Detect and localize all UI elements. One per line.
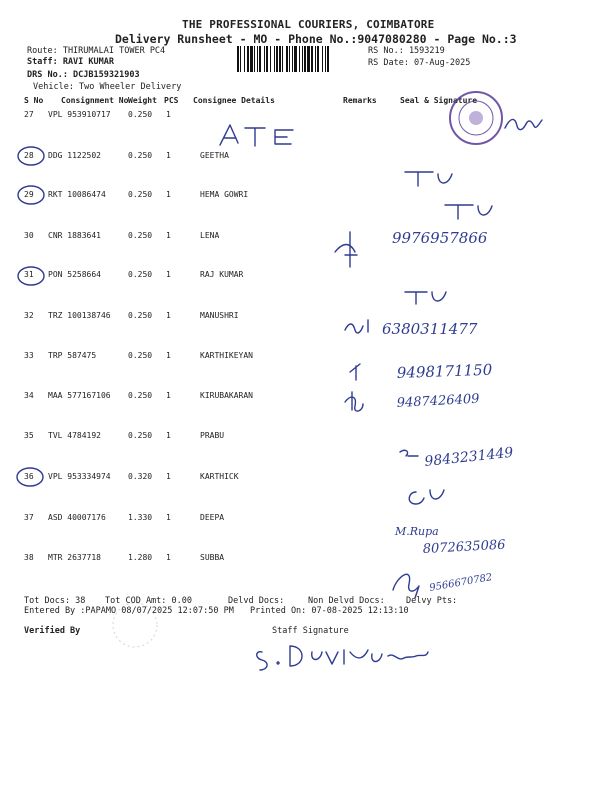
row-consignment: TRP 587475 (48, 351, 97, 360)
remarks-signature (345, 392, 363, 411)
row-consignee: MANUSHRI (200, 311, 239, 320)
row-pcs: 1 (166, 110, 171, 119)
handwritten-phone: 9498171150 (396, 360, 493, 382)
row-consignment: VPL 953910717 (48, 110, 111, 119)
initials-mark (405, 292, 446, 304)
initials-mark (409, 490, 444, 504)
col-weight: Weight (128, 96, 157, 105)
vehicle-label: Vehicle: Two Wheeler Delivery (33, 82, 182, 92)
delivery-points: Delvy Pts: (406, 596, 458, 606)
row-consignment: PON 5258664 (48, 270, 101, 279)
row-sno: 35 (24, 431, 34, 440)
row-pcs: 1 (166, 513, 171, 522)
row-consignment: ASD 40007176 (48, 513, 106, 522)
row-consignment: TVL 4784192 (48, 431, 101, 440)
row-weight: 0.320 (128, 472, 153, 481)
initials-mark (445, 205, 492, 219)
verified-by-label: Verified By (24, 626, 81, 636)
circle-mark (18, 267, 44, 285)
printed-on: Printed On: 07-08-2025 12:13:10 (250, 606, 409, 616)
remarks-signature (345, 320, 368, 333)
drs-number: DRS No.: DCJB159321903 (27, 70, 140, 80)
row-consignee: KIRUBAKARAN (200, 391, 253, 400)
row-consignee: SUBBA (200, 553, 225, 562)
row-consignment: RKT 10086474 (48, 190, 106, 199)
rs-number: RS No.: 1593219 (368, 46, 445, 56)
row-sno: 34 (24, 391, 34, 400)
row-sno: 31 (24, 270, 34, 279)
row-consignee: HEMA GOWRI (200, 190, 249, 199)
runsheet-title: Delivery Runsheet - MO - Phone No.:9047080280 - Page No.:3 (115, 32, 517, 46)
handwritten-phone: 8072635086 (422, 537, 506, 557)
company-stamp (450, 92, 502, 144)
row-weight: 0.250 (128, 151, 153, 160)
handwritten-phone: 9487426409 (396, 391, 480, 411)
staff-signature (257, 646, 428, 670)
circle-mark (18, 147, 44, 165)
row-weight: 0.250 (128, 431, 153, 440)
signature-mark (393, 574, 419, 598)
handwritten-phone: 6380311477 (382, 320, 478, 338)
staff-label: Staff: RAVI KUMAR (27, 57, 114, 67)
signature-mark (505, 119, 542, 129)
row-sno: 36 (24, 472, 34, 481)
row-sno: 30 (24, 231, 34, 240)
handwritten-phone: 9843231449 (423, 444, 515, 470)
remarks-signature (350, 364, 360, 380)
row-weight: 0.250 (128, 270, 153, 279)
col-consignee: Consignee Details (193, 96, 275, 105)
row-consignee: RAJ KUMAR (200, 270, 244, 279)
handwritten-note (220, 125, 293, 146)
circle-mark (17, 468, 43, 486)
handwritten-phone: 9566670782 (428, 572, 494, 594)
faint-stamp (113, 603, 157, 647)
non-delivered-docs: Non Delvd Docs: (308, 596, 385, 606)
row-pcs: 1 (166, 472, 171, 481)
row-pcs: 1 (166, 151, 171, 160)
col-pcs: PCS (164, 96, 179, 105)
row-sno: 38 (24, 553, 34, 562)
row-pcs: 1 (166, 190, 171, 199)
row-consignee: KARTHIKEYAN (200, 351, 253, 360)
col-seal-signature: Seal & Signature (400, 96, 478, 105)
row-sno: 32 (24, 311, 34, 320)
row-weight: 1.280 (128, 553, 153, 562)
company-title: THE PROFESSIONAL COURIERS, COIMBATORE (182, 18, 435, 31)
row-pcs: 1 (166, 431, 171, 440)
row-pcs: 1 (166, 231, 171, 240)
row-consignment: CNR 1883641 (48, 231, 101, 240)
row-sno: 33 (24, 351, 34, 360)
col-sno: S No (24, 96, 44, 105)
row-pcs: 1 (166, 270, 171, 279)
circle-mark (18, 186, 44, 204)
row-consignment: VPL 953334974 (48, 472, 111, 481)
row-consignee: KARTHICK (200, 472, 239, 481)
row-consignment: TRZ 100138746 (48, 311, 111, 320)
delivered-docs: Delvd Docs: (228, 596, 285, 606)
row-pcs: 1 (166, 553, 171, 562)
total-docs: Tot Docs: 38 (24, 596, 86, 606)
row-sno: 28 (24, 151, 34, 160)
row-pcs: 1 (166, 391, 171, 400)
row-sno: 27 (24, 110, 34, 119)
row-pcs: 1 (166, 351, 171, 360)
row-consignee: GEETHA (200, 151, 229, 160)
initials-mark (405, 172, 452, 186)
row-consignee: LENA (200, 231, 220, 240)
row-consignee: DEEPA (200, 513, 225, 522)
row-consignment: DDG 1122502 (48, 151, 101, 160)
row-weight: 0.250 (128, 190, 153, 199)
row-weight: 0.250 (128, 351, 153, 360)
handwritten-name: M.Rupa (395, 525, 439, 538)
remarks-signature (335, 232, 357, 267)
row-consignment: MTR 2637718 (48, 553, 101, 562)
row-sno: 29 (24, 190, 34, 199)
row-weight: 1.330 (128, 513, 153, 522)
total-cod-amount: Tot COD Amt: 0.00 (105, 596, 192, 606)
row-consignment: MAA 577167106 (48, 391, 111, 400)
row-weight: 0.250 (128, 231, 153, 240)
handwritten-name-mark (400, 450, 418, 456)
row-weight: 0.250 (128, 110, 153, 119)
row-weight: 0.250 (128, 391, 153, 400)
entered-by: Entered By :PAPAMO 08/07/2025 12:07:50 PM (24, 606, 234, 616)
handwritten-phone: 9976957866 (392, 229, 488, 247)
row-consignee: PRABU (200, 431, 225, 440)
col-consignment: Consignment No (61, 96, 129, 105)
staff-signature-label: Staff Signature (272, 626, 349, 636)
row-pcs: 1 (166, 311, 171, 320)
col-remarks: Remarks (343, 96, 377, 105)
row-sno: 37 (24, 513, 34, 522)
rs-date: RS Date: 07-Aug-2025 (368, 58, 471, 68)
row-weight: 0.250 (128, 311, 153, 320)
route-label: Route: THIRUMALAI TOWER PC4 (27, 46, 166, 56)
